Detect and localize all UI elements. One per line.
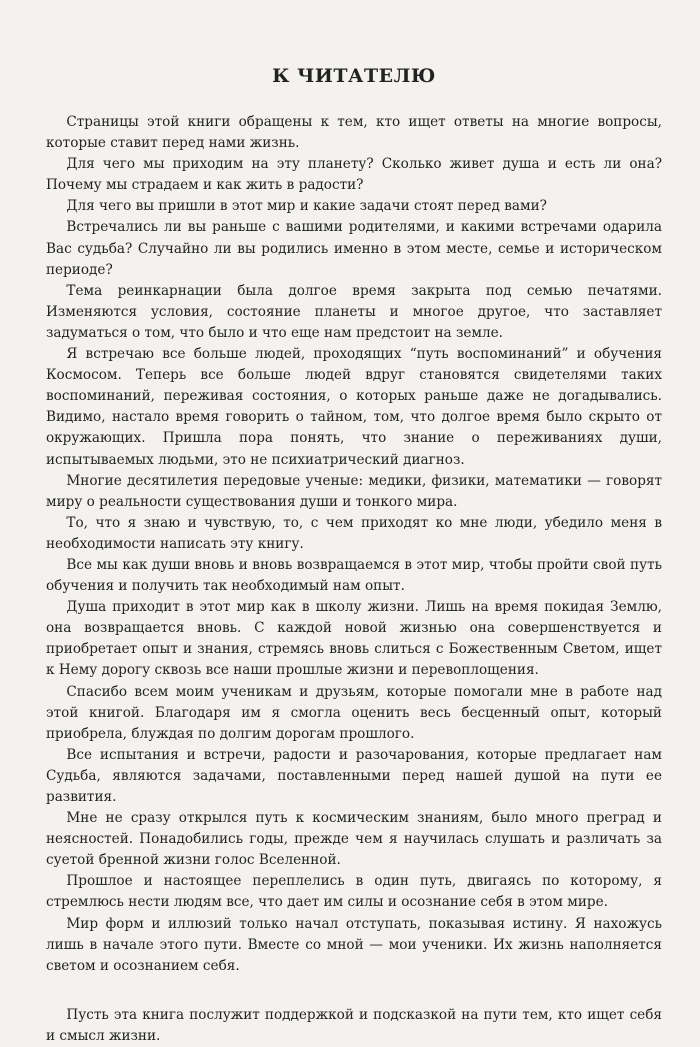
paragraph-15: Мир форм и иллюзий только начал отступать, показывая истину. Я нахожусь лишь в начале этого пути. Вместе со мной — мои ученики. Их жизнь наполняется светом и осознанием себя. xyxy=(46,915,662,974)
closing-paragraph: Пусть эта книга послужит поддержкой и подсказкой на пути тем, кто ищет себя и смысл жизни. xyxy=(46,1006,662,1044)
paragraph-2: Для чего мы приходим на эту планету? Сколько живет душа и есть ли она? Почему мы страдаем и как жить в радости? xyxy=(46,156,662,194)
paragraph-10: Душа приходит в этот мир как в школу жизни. Лишь на время покидая Землю, она возвращается вновь. С каждой новой жизнью она совершенствуется и приобретает опыт и знания, стремясь вновь слиться с Божественным Светом, ищет к Нему дорогу сквозь все наши прошлые жизни и перевоплощения. xyxy=(46,599,662,679)
paragraph-8: То, что я знаю и чувствую, то, с чем приходят ко мне люди, убедило меня в необходимости написать эту книгу. xyxy=(46,514,662,552)
paragraph-5: Тема реинкарнации была долгое время закрыта под семью печатями. Изменяются условия, состояние планеты и многое другое, что заставляет задуматься о том, что было и что еще нам предстоит на земле. xyxy=(46,282,662,341)
paragraph-12: Все испытания и встречи, радости и разочарования, которые предлагает нам Судьба, являются задачами, поставленными перед нашей душой на пути ее развития. xyxy=(46,746,662,805)
paragraph-3: Для чего вы пришли в этот мир и какие задачи стоят перед вами? xyxy=(66,198,547,215)
body-text xyxy=(46,112,662,1047)
paragraph-11: Спасибо всем моим ученикам и друзьям, которые помогали мне в работе над этой книгой. Благодаря им я смогла оценить весь бесценный опыт, который приобрела, блуждая по долгим дорогам прошлого. xyxy=(46,683,662,742)
paragraph-6: Я встречаю все больше людей, проходящих “путь воспоминаний” и обучения Космосом. Теперь все больше людей вдруг становятся свидетелями таких воспоминаний, переживая состояния, о которых раньше даже не догадывались. Видимо, настало время говорить о тайном, том, что долгое время было скрыто от окружающих. Пришла пора понять, что знание о переживаниях души, испытываемых людьми, это не психиатрический диагноз. xyxy=(46,346,662,468)
paragraph-14: Прошлое и настоящее переплелись в один путь, двигаясь по которому, я стремлюсь нести людям все, что дает им силы и осознание себя в этом мире. xyxy=(46,873,662,911)
paragraph-4: Встречались ли вы раньше с вашими родителями, и какими встречами одарила Вас судьба? Случайно ли вы родились именно в этом месте, семье и историческом периоде? xyxy=(46,219,662,278)
paragraph-7: Многие десятилетия передовые ученые: медики, физики, математики — говорят миру о реальности существования души и тонкого мира. xyxy=(46,472,662,510)
page-title: К ЧИТАТЕЛЮ xyxy=(272,65,436,87)
paragraph-9: Все мы как души вновь и вновь возвращаемся в этот мир, чтобы пройти свой путь обучения и получить так необходимый нам опыт. xyxy=(46,556,662,595)
paragraph-1: Страницы этой книги обращены к тем, кто ищет ответы на многие вопросы, которые ставит перед нами жизнь. xyxy=(46,114,662,152)
paragraph-13: Мне не сразу открылся путь к космическим знаниям, было много преград и неясностей. Понадобились годы, прежде чем я научилась слушать и различать за суетой бренной жизни голос Вселенной. xyxy=(46,810,662,869)
